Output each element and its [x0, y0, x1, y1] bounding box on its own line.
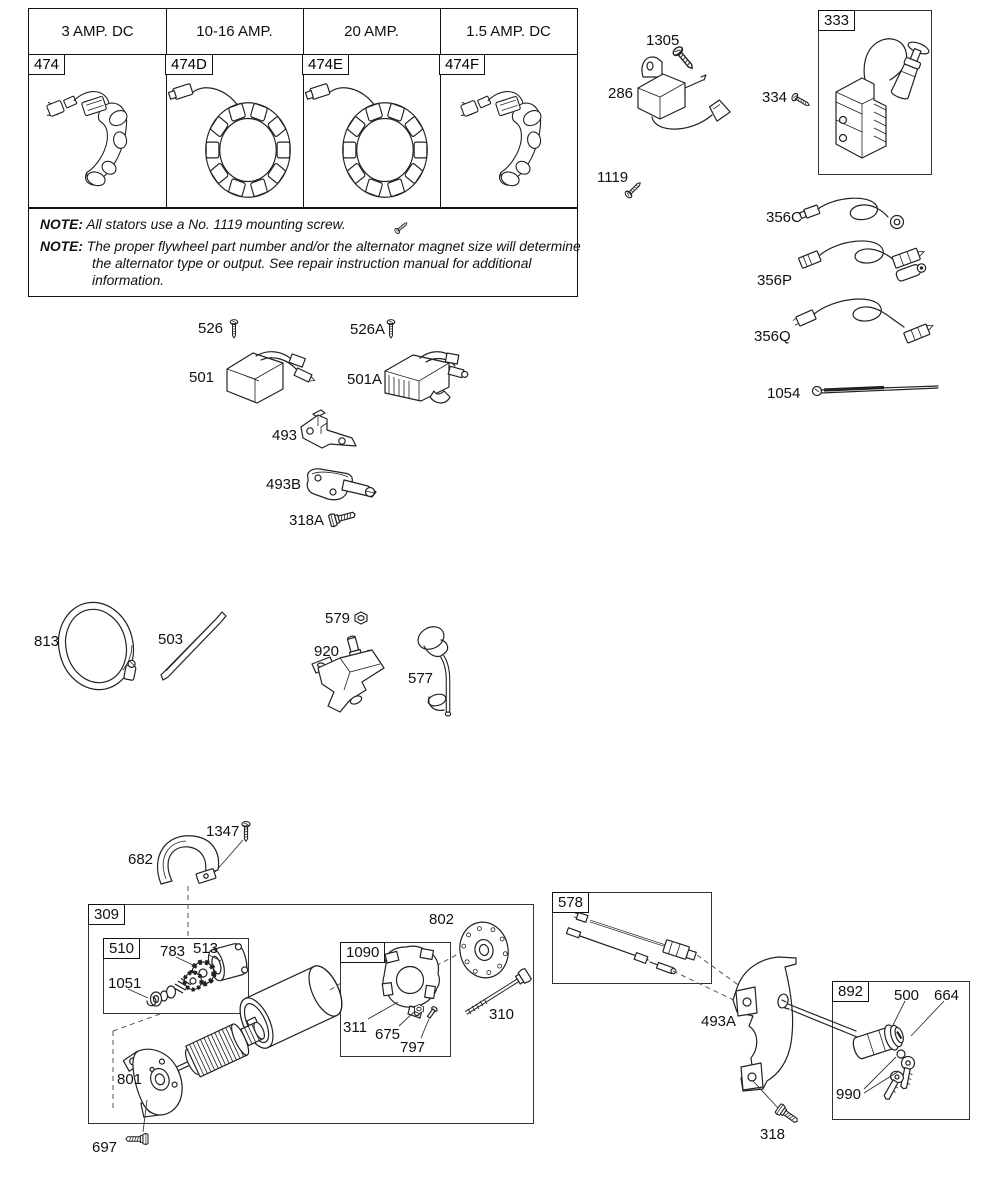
ignition-coil-333-drawing [836, 39, 930, 158]
regulator-501-drawing [227, 352, 316, 403]
part-label-1347: 1347 [206, 823, 240, 840]
part-label-1051: 1051 [108, 975, 142, 992]
wire-356P-drawing [798, 241, 930, 282]
ref-box-510: 510 [103, 938, 140, 959]
part-label-356C: 356C [766, 209, 802, 226]
ref-box-892: 892 [832, 981, 869, 1002]
part-label-334: 334 [762, 89, 788, 106]
brush-nut-675-drawing [415, 1005, 424, 1014]
note-1-text: All stators use a No. 1119 mounting screw. [86, 217, 346, 232]
nut-579-drawing [355, 612, 367, 624]
drive-end-plate-802-drawing [455, 918, 514, 983]
part-label-310: 310 [489, 1006, 515, 1023]
regulator-501A-drawing [385, 352, 469, 403]
part-label-990: 990 [836, 1086, 862, 1103]
bracket-493B-drawing [307, 469, 376, 500]
part-label-356Q: 356Q [754, 328, 791, 345]
part-label-1119: 1119 [597, 169, 629, 186]
note-2-text: The proper flywheel part number and/or the alternator magnet size will determine the alternator type or output. See repair instruction manual for additional information. [86, 239, 581, 289]
cables-578-drawing [566, 912, 748, 1004]
table-header-3amp: 3 AMP. DC [61, 23, 134, 40]
note-2-label: NOTE: [40, 239, 83, 254]
part-label-526: 526 [198, 320, 224, 337]
clamp-813-drawing [49, 594, 142, 697]
note-1-label: NOTE: [40, 217, 83, 232]
part-label-513: 513 [193, 940, 219, 957]
part-label-920: 920 [314, 643, 340, 660]
brush-screw-797-drawing [426, 1006, 438, 1019]
part-label-697: 697 [92, 1139, 118, 1156]
notes-box [28, 207, 581, 297]
ref-box-578: 578 [552, 892, 589, 913]
screw-1347-drawing [242, 822, 250, 842]
part-label-493A: 493A [701, 1013, 737, 1030]
bracket-493A-drawing [733, 957, 796, 1091]
ref-box-474F: 474F [439, 54, 485, 75]
screw-526-drawing [230, 320, 238, 338]
table-header-1-5amp: 1.5 AMP. DC [466, 23, 551, 40]
part-label-577: 577 [408, 670, 434, 687]
part-label-493: 493 [272, 427, 298, 444]
ref-box-474E: 474E [302, 54, 349, 75]
note-1 [40, 217, 346, 232]
part-label-797: 797 [400, 1039, 426, 1056]
bolt-697-drawing [126, 1133, 148, 1144]
table-header-10-16amp: 10-16 AMP. [196, 23, 273, 40]
screw-334-drawing [791, 92, 811, 108]
bolt-318-drawing [775, 1103, 801, 1126]
note-2 [40, 238, 600, 289]
part-label-1305: 1305 [646, 32, 680, 49]
part-label-493B: 493B [266, 476, 302, 493]
ref-box-309: 309 [88, 904, 125, 925]
bolt-318A-drawing [328, 508, 356, 527]
part-label-501A: 501A [347, 371, 383, 388]
condenser-286-drawing [638, 57, 730, 129]
part-label-318A: 318A [289, 512, 325, 529]
part-label-682: 682 [128, 851, 154, 868]
starter-cover-682-drawing [157, 836, 218, 884]
bracket-493-drawing [301, 410, 356, 448]
screw-1305-drawing [672, 45, 697, 72]
screw-526A-drawing [387, 320, 395, 338]
part-label-783: 783 [160, 943, 186, 960]
brush-holder-1090-drawing [382, 946, 439, 1018]
part-label-503: 503 [158, 631, 184, 648]
part-label-802: 802 [429, 911, 455, 928]
ref-box-474D: 474D [165, 54, 213, 75]
wire-356C-drawing [799, 198, 903, 228]
part-label-500: 500 [894, 987, 920, 1004]
part-label-664: 664 [934, 987, 960, 1004]
ref-box-1090: 1090 [340, 942, 385, 963]
part-label-675: 675 [375, 1026, 401, 1043]
part-label-526A: 526A [350, 321, 386, 338]
ref-box-474: 474 [28, 54, 65, 75]
cable-tie-1054-drawing [813, 386, 939, 396]
part-label-579: 579 [325, 610, 351, 627]
part-label-501: 501 [189, 369, 215, 386]
wire-356Q-drawing [792, 299, 935, 343]
ref-box-333: 333 [818, 10, 855, 31]
part-label-311: 311 [343, 1019, 367, 1036]
part-label-356P: 356P [757, 272, 793, 289]
alternator-table [28, 8, 578, 209]
part-label-1054: 1054 [767, 385, 801, 402]
part-label-801: 801 [117, 1071, 143, 1088]
part-label-813: 813 [34, 633, 60, 650]
table-header-20amp: 20 AMP. [344, 23, 399, 40]
part-label-286: 286 [608, 85, 634, 102]
part-label-318: 318 [760, 1126, 786, 1143]
